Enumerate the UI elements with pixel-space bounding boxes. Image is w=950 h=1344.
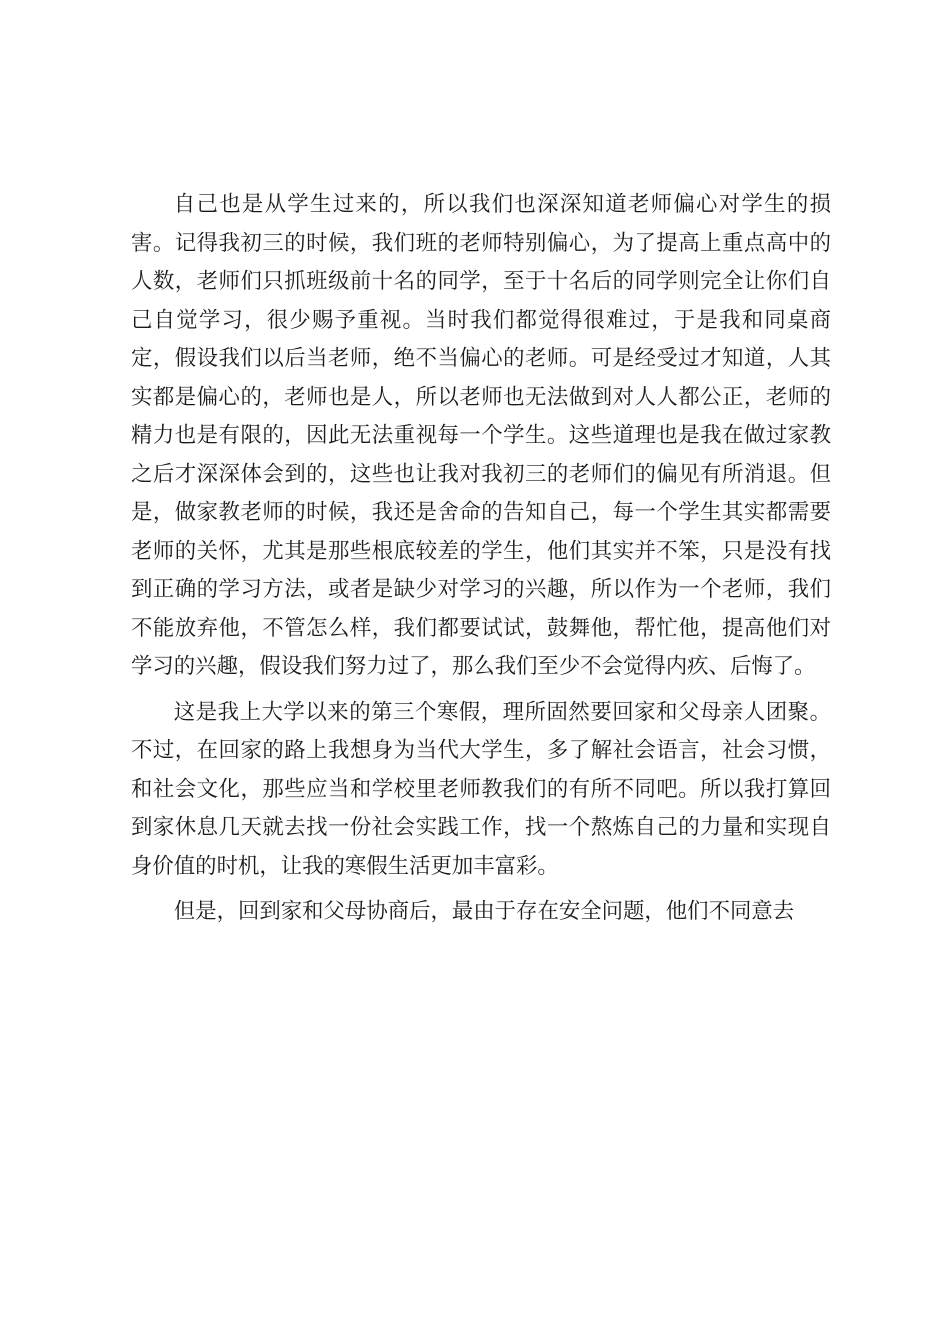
paragraph-2: 这是我上大学以来的第三个寒假，理所固然要回家和父母亲人团聚。不过，在回家的路上我想身为当代大学生，多了解社会语言，社会习惯，和社会文化，那些应当和学校里老师教我们的有所不同吧。所以我打算回到家休息几天就去找一份社会实践工作，找一个熬炼自己的力量和实现自身价值的时机，让我的寒假生活更加丰富彩。 (131, 699, 831, 879)
paragraph-3: 但是，回到家和父母协商后，最由于存在安全问题，他们不同意去 (173, 899, 795, 924)
document-body (131, 186, 831, 932)
paragraph-1: 自己也是从学生过来的，所以我们也深深知道老师偏心对学生的损害。记得我初三的时候，我们班的老师特别偏心，为了提高上重点高中的人数，老师们只抓班级前十名的同学，至于十名后的同学则完全让你们自己自觉学习，很少赐予重视。当时我们都觉得很难过，于是我和同桌商定，假设我们以后当老师，绝不当偏心的老师。可是经受过才知道，人其实都是偏心的，老师也是人，所以老师也无法做到对人人都公正，老师的精力也是有限的，因此无法重视每一个学生。这些道理也是我在做过家教之后才深深体会到的，这些也让我对我初三的老师们的偏见有所消退。但是，做家教老师的时候，我还是舍命的告知自己，每一个学生其实都需要老师的关怀，尤其是那些根底较差的学生，他们其实并不笨，只是没有找到正确的学习方法，或者是缺少对学习的兴趣，所以作为一个老师，我们不能放弃他，不管怎么样，我们都要试试，鼓舞他，帮忙他，提高他们对学习的兴趣，假设我们努力过了，那么我们至少不会觉得内疚、后悔了。 (131, 192, 831, 679)
